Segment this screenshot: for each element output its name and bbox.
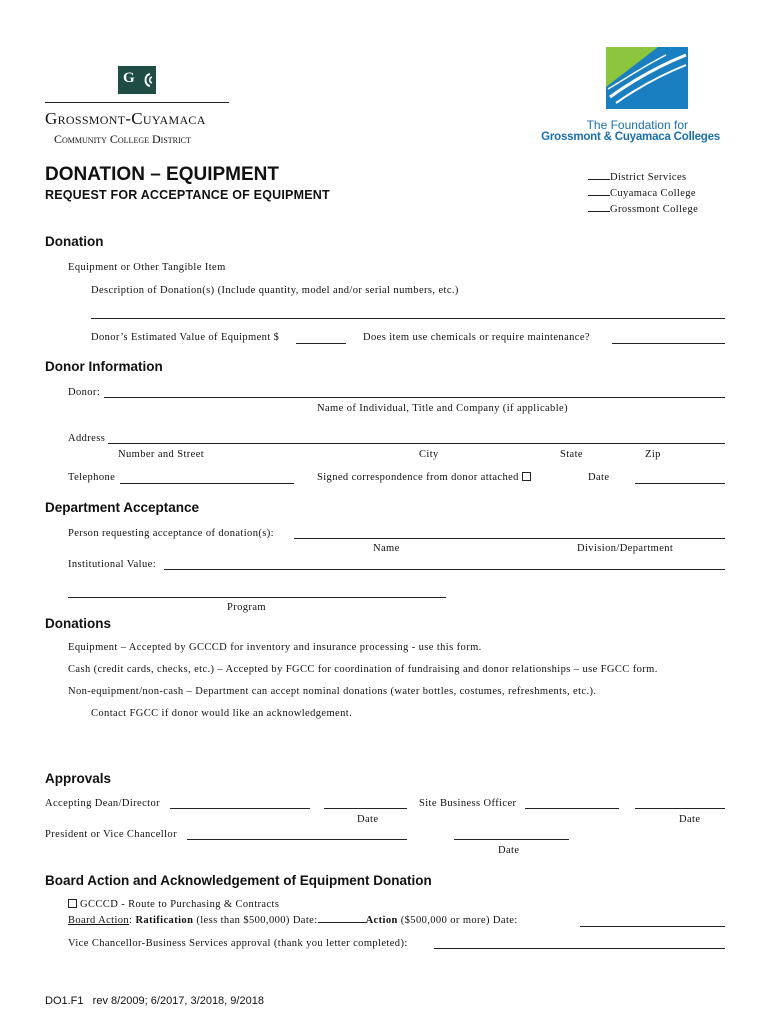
zip-caption: Zip — [645, 449, 661, 460]
approvals-heading: Approvals — [45, 771, 112, 786]
telephone-label: Telephone — [68, 472, 116, 483]
dean-date-caption: Date — [357, 814, 379, 825]
option-cuyamaca-college[interactable]: Cuyamaca College — [588, 188, 698, 204]
division-caption: Division/Department — [577, 543, 674, 554]
foundation-line1: The Foundation for — [586, 118, 688, 132]
donation-heading: Donation — [45, 234, 104, 249]
page-title: DONATION – EQUIPMENT — [45, 164, 279, 185]
item-label: Equipment or Other Tangible Item — [68, 262, 226, 273]
action-date-field[interactable] — [580, 926, 725, 927]
street-caption: Number and Street — [118, 449, 205, 460]
value-field[interactable] — [296, 343, 346, 344]
president-date-caption: Date — [498, 845, 520, 856]
district-logo-rule — [45, 102, 229, 103]
site-field[interactable] — [525, 808, 619, 809]
program-caption: Program — [227, 602, 266, 613]
foundation-swoosh-icon — [606, 47, 688, 109]
president-field[interactable] — [187, 839, 407, 840]
dean-field[interactable] — [170, 808, 310, 809]
president-label: President or Vice Chancellor — [45, 829, 177, 840]
city-caption: City — [419, 449, 439, 460]
chemicals-label: Does item use chemicals or require maintenance? — [363, 332, 590, 343]
route-checkbox[interactable] — [68, 899, 77, 908]
institutional-label: Institutional Value: — [68, 559, 157, 570]
board-action-line: Board Action: Ratification (less than $500,000) Date: Action ($500,000 or more) Date: — [68, 915, 518, 926]
president-date-field[interactable] — [454, 839, 569, 840]
board-action-label: Board Action — [68, 915, 130, 926]
description-field[interactable] — [91, 318, 725, 319]
donations-line-cash: Cash (credit cards, checks, etc.) – Accepted by FGCC for coordination of fundraising and donor relationships – use FGCC form. — [68, 664, 658, 675]
chemicals-field[interactable] — [612, 343, 725, 344]
district-logo-letters: G — [123, 70, 135, 86]
board-heading: Board Action and Acknowledgement of Equipment Donation — [45, 873, 432, 888]
site-date-field[interactable] — [635, 808, 725, 809]
district-logo-mark-icon — [140, 72, 154, 88]
ratification-rest: (less than $500,000) Date: — [196, 915, 318, 926]
person-field[interactable] — [294, 538, 725, 539]
ratification-date-field[interactable] — [318, 922, 366, 923]
route-line: GCCCD - Route to Purchasing & Contracts — [65, 899, 279, 910]
ratification-label: Ratification — [135, 915, 194, 926]
site-label: Site Business Officer — [419, 798, 517, 809]
department-heading: Department Acceptance — [45, 500, 200, 515]
institutional-field[interactable] — [164, 569, 725, 570]
donor-caption: Name of Individual, Title and Company (if applicable) — [317, 403, 568, 414]
dean-label: Accepting Dean/Director — [45, 798, 161, 809]
description-label: Description of Donation(s) (Include quantity, model and/or serial numbers, etc.) — [91, 285, 459, 296]
person-label: Person requesting acceptance of donation(s): — [68, 528, 274, 539]
district-subname: Community College District — [54, 132, 191, 146]
telephone-field[interactable] — [120, 483, 294, 484]
state-caption: State — [560, 449, 583, 460]
donations-line-contact: Contact FGCC if donor would like an acknowledgement. — [91, 708, 353, 719]
site-date-caption: Date — [679, 814, 701, 825]
option-grossmont-college[interactable]: Grossmont College — [588, 204, 698, 220]
signed-checkbox[interactable] — [522, 472, 531, 481]
location-options — [588, 172, 698, 220]
action-label: Action — [365, 915, 398, 926]
district-logo — [118, 66, 156, 94]
page-subtitle: REQUEST FOR ACCEPTANCE OF EQUIPMENT — [45, 188, 330, 202]
foundation-line2: Grossmont & Cuyamaca Colleges — [541, 131, 720, 143]
vc-label: Vice Chancellor-Business Services approval (thank you letter completed): — [68, 938, 408, 949]
footer-revision: DO1.F1 rev 8/2009; 6/2017, 3/2018, 9/2018 — [45, 995, 264, 1007]
dean-date-field[interactable] — [324, 808, 407, 809]
program-field[interactable] — [68, 597, 446, 598]
foundation-logo — [606, 47, 688, 109]
address-field[interactable] — [108, 443, 725, 444]
donations-line-noncash: Non-equipment/non-cash – Department can accept nominal donations (water bottles, costumes, refreshments, etc.). — [68, 686, 597, 697]
vc-field[interactable] — [434, 948, 725, 949]
name-caption: Name — [373, 543, 400, 554]
donor-label: Donor: — [68, 387, 101, 398]
donations-heading: Donations — [45, 616, 111, 631]
district-name: Grossmont-Cuyamaca — [45, 109, 206, 128]
value-label: Donor’s Estimated Value of Equipment $ — [91, 332, 280, 343]
option-district-services[interactable]: District Services — [588, 172, 698, 188]
signed-label: Signed correspondence from donor attached — [317, 472, 534, 483]
donor-heading: Donor Information — [45, 359, 163, 374]
donor-field[interactable] — [104, 397, 725, 398]
address-label: Address — [68, 433, 106, 444]
action-rest: ($500,000 or more) Date: — [400, 915, 518, 926]
donor-date-label: Date — [588, 472, 610, 483]
donor-date-field[interactable] — [635, 483, 725, 484]
donations-line-equipment: Equipment – Accepted by GCCCD for inventory and insurance processing - use this form. — [68, 642, 482, 653]
